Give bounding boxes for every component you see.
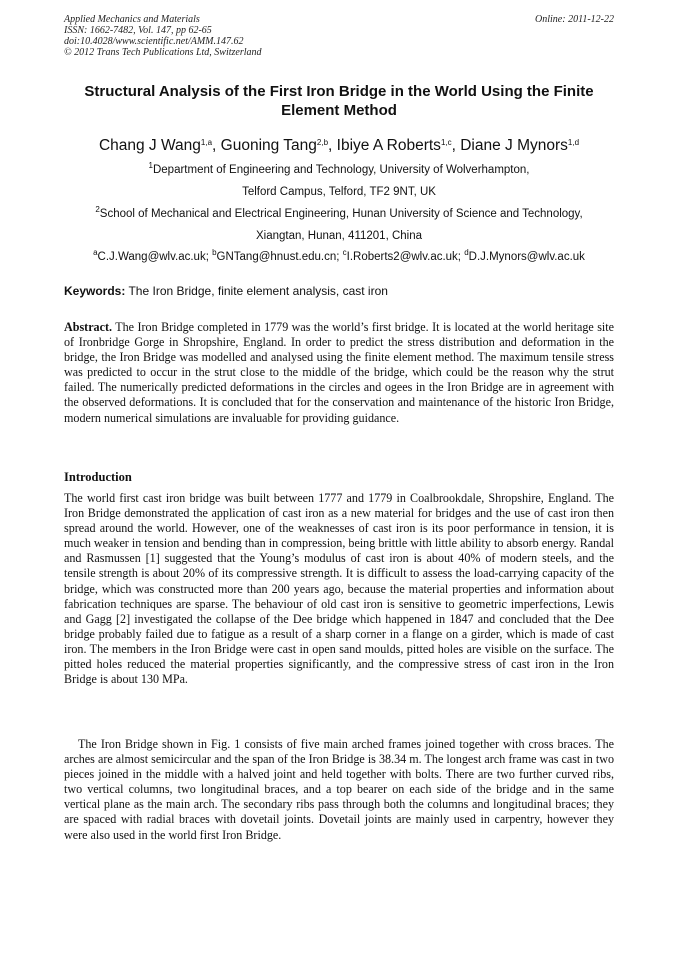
affiliation-marker: 2	[95, 205, 100, 214]
keywords-label: Keywords:	[64, 284, 126, 298]
copyright: © 2012 Trans Tech Publications Ltd, Switzerland	[64, 47, 262, 58]
issn-volume: ISSN: 1662-7482, Vol. 147, pp 62-65	[64, 25, 212, 36]
introduction-paragraph-1: The world first cast iron bridge was built between 1777 and 1779 in Coalbrookdale, Shropshire, England. The Iron Bridge demonstrated the application of cast iron as a new material for bridges and the use of cast iron then spread around the world. However, one of the weaknesses of cast iron is its poor performance in tension, it is much weaker in tension and bending than in compression, being brittle with little ability to absorb energy. Randal and Rasmussen [1] suggested that the Young’s modulus of cast iron is about 40% of modern steels, and the tensile strength is about 20% of its compressive strength. It is difficult to assess the load-carrying capacity of the bridge, which was constructed more than 200 years ago, because the material properties and information about fabrication techniques are sparse. The behaviour of old cast iron is sensitive to geometric imperfections, Lewis and Gagg [2] investigated the collapse of the Dee bridge which happened in 1847 and concluded that the Dee bridge probably failed due to fatigue as a result of a sharp corner in a flange on a girder, which is made of cast iron. The members in the Iron Bridge were cast in open sand moulds, pitted holes are visible on the surface. The pitted holes reduced the material properties significantly, and the compressive stress of cast iron in the Iron Bridge is about 130 MPa.	[64, 491, 614, 687]
email-address: I.Roberts2@wlv.ac.uk;	[346, 251, 465, 263]
author-name: Chang J Wang	[98, 137, 201, 154]
introduction-paragraph-2: The Iron Bridge shown in Fig. 1 consists of five main arched frames joined together with cross braces. The arches are almost semicircular and the span of the Iron Bridge is 38.34 m. The longest arch frame was cast in two pieces joined in the middle with a halved joint and held together with bolts. There are two further curved ribs, two vertical columns, two longitudinal braces, and a top bearer on each side of the bridge and in the same vertical plane as the main arch. The secondary ribs pass through both the columns and longitudinal braces; they are spaced with radial braces with dovetail joints. Dovetail joints are mainly used in carpentry, however they were also used in the world first Iron Bridge.	[64, 737, 614, 842]
email-marker: a	[93, 248, 98, 257]
email-marker: b	[212, 248, 217, 257]
affiliation-marker: 1	[148, 161, 153, 170]
author-separator: ,	[212, 137, 221, 154]
abstract-text: The Iron Bridge completed in 1779 was the world’s first bridge. It is located at the world heritage site of Ironbridge Gorge in Shropshire, England. In order to predict the stress distribution and deformation in the bridge, the Iron Bridge was modelled and analysed using the finite element method. The maximum tensile stress was predicted to occur in the strut close to the middle of the bridge, which could be the reason why the strut failed. The numerically predicted deformations in the circles and ogees in the Iron Bridge are in agreement with the observed deformations. It is concluded that for the conservation and maintenance of the historic Iron Bridge, modern numerical simulations are invaluable for providing guidance.	[64, 320, 614, 425]
author-superscript: 2,b	[316, 138, 329, 147]
email-marker: d	[464, 248, 469, 257]
email-address: GNTang@hnust.edu.cn;	[216, 251, 343, 263]
online-date: Online: 2011-12-22	[535, 14, 614, 25]
affiliation-text: School of Mechanical and Electrical Engineering, Hunan University of Science and Technology,	[99, 208, 583, 220]
paper-title: Structural Analysis of the First Iron Bridge in the World Using the Finite Element Method	[84, 83, 594, 119]
abstract	[64, 320, 614, 426]
affiliation-1-line-2: Telford Campus, Telford, TF2 9NT, UK	[242, 186, 436, 198]
keywords-text: The Iron Bridge, finite element analysis, cast iron	[125, 284, 388, 298]
keywords	[64, 284, 624, 299]
author-separator: ,	[328, 137, 337, 154]
abstract-label: Abstract.	[64, 320, 113, 334]
affiliation-1-line-1	[30, 163, 648, 177]
doi: doi:10.4028/www.scientific.net/AMM.147.62	[64, 36, 244, 47]
author-separator: ,	[451, 137, 461, 154]
author-superscript: 1,c	[440, 138, 452, 147]
author-name: Diane J Mynors	[460, 137, 568, 154]
affiliation-2-line-2: Xiangtan, Hunan, 411201, China	[255, 230, 423, 242]
author-superscript: 1,d	[567, 138, 580, 147]
affiliation-text: Department of Engineering and Technology, University of Wolverhampton,	[152, 164, 530, 176]
email-line	[30, 250, 648, 264]
author-superscript: 1,a	[200, 138, 213, 147]
author-name: Guoning Tang	[220, 137, 317, 154]
section-heading-introduction: Introduction	[64, 470, 132, 484]
email-marker: c	[342, 248, 347, 257]
journal-name: Applied Mechanics and Materials	[64, 14, 200, 25]
email-address: D.J.Mynors@wlv.ac.uk	[468, 251, 585, 263]
email-address: C.J.Wang@wlv.ac.uk;	[97, 251, 213, 263]
author-list	[40, 136, 638, 156]
affiliation-2-line-1	[30, 207, 648, 221]
author-name: Ibiye A Roberts	[336, 137, 441, 154]
journal-info	[64, 14, 262, 58]
